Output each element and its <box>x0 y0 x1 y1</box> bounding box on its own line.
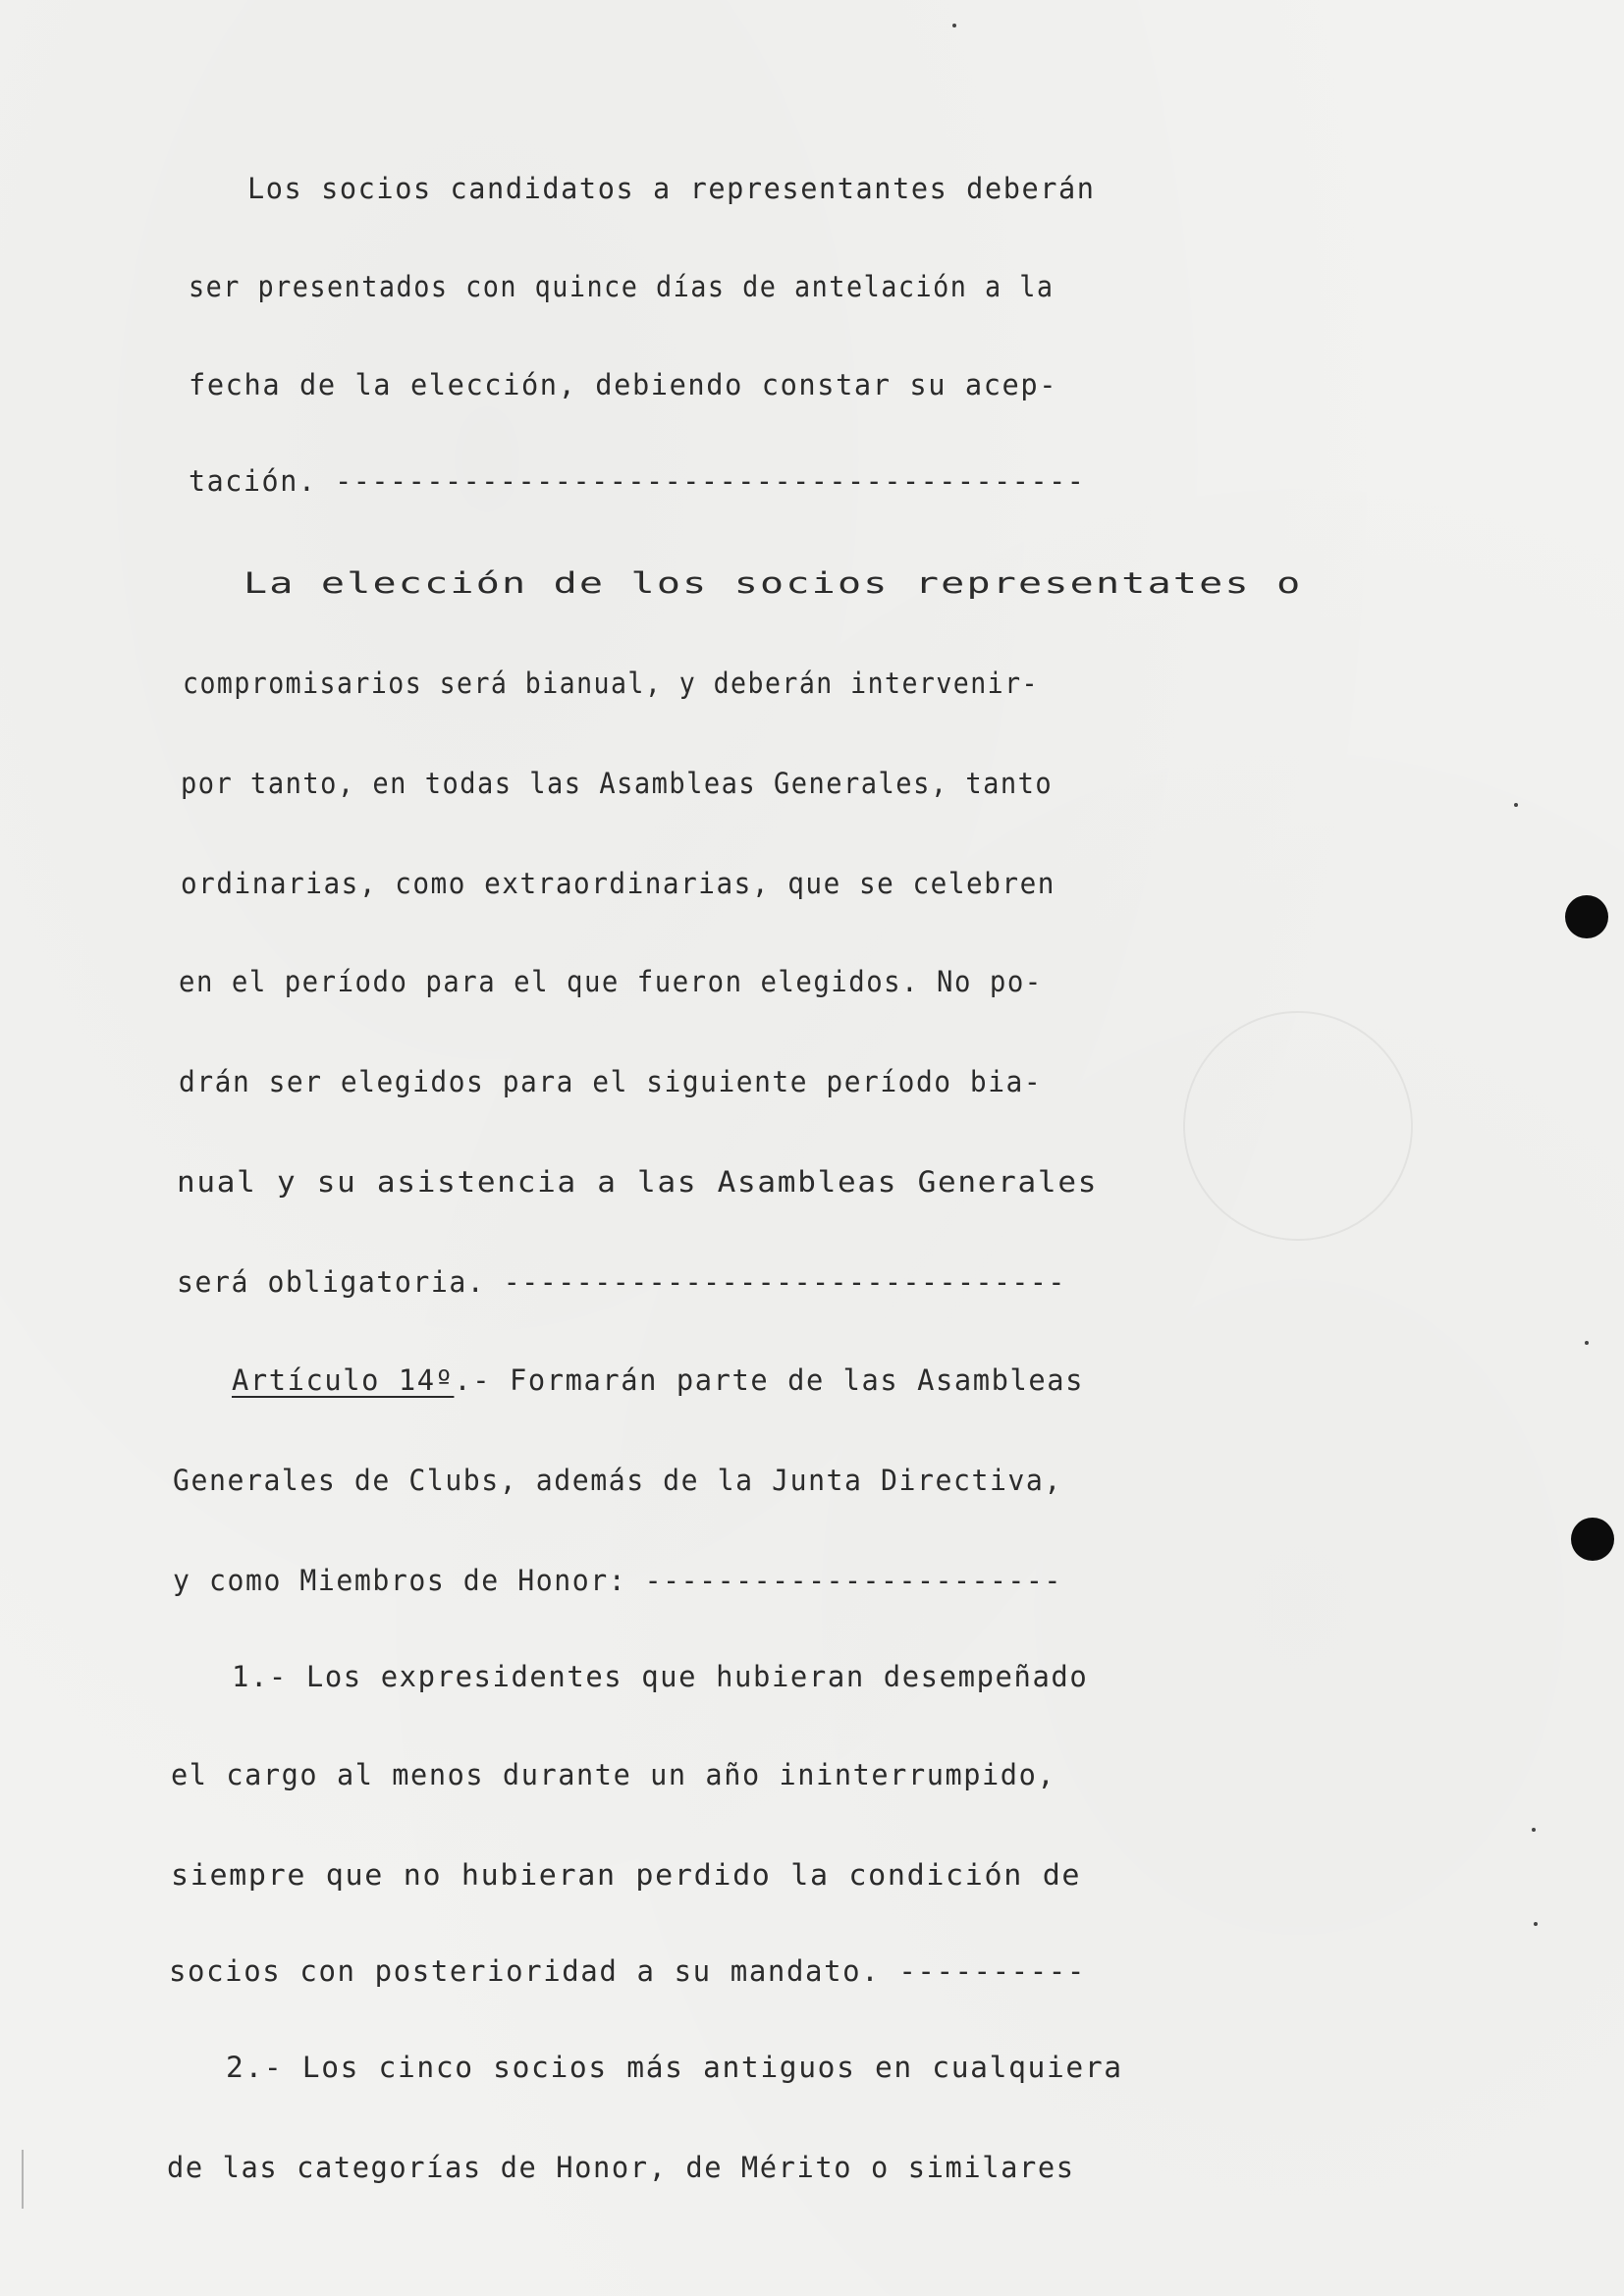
text-line: será obligatoria. ------------------------------- <box>177 1265 1066 1299</box>
text-line: el cargo al menos durante un año ininterrumpido, <box>171 1758 1056 1791</box>
article-separator: .- <box>454 1363 511 1397</box>
text-line: Los socios candidatos a representantes deberán <box>247 172 1096 205</box>
text-line: ordinarias, como extraordinarias, que se celebren <box>181 867 1056 900</box>
text-line: y como Miembros de Honor: ----------------------- <box>173 1564 1062 1597</box>
text-line: en el período para el que fueron elegidos. No po- <box>179 965 1043 998</box>
text-line: de las categorías de Honor, de Mérito o similares <box>167 2151 1075 2184</box>
article-heading: Artículo 14º <box>232 1363 455 1397</box>
speck-mark <box>1585 1341 1589 1345</box>
speck-mark <box>1534 1922 1538 1926</box>
margin-mark <box>22 2150 24 2209</box>
text-line: ser presentados con quince días de antelación a la <box>189 270 1055 303</box>
text-line: drán ser elegidos para el siguiente período bia- <box>179 1065 1043 1098</box>
text-line: socios con posterioridad a su mandato. ---------- <box>169 1954 1086 1988</box>
text-line: por tanto, en todas las Asambleas Generales, tanto <box>181 767 1054 800</box>
text-line: 1.- Los expresidentes que hubieran desempeñado <box>232 1660 1089 1693</box>
faded-stamp-icon <box>1183 1011 1413 1241</box>
text-line: nual y su asistencia a las Asambleas Generales <box>177 1165 1099 1199</box>
text-line: compromisarios será bianual, y deberán intervenir- <box>183 667 1039 700</box>
article-line <box>232 1363 1084 1397</box>
speck-mark <box>1514 803 1518 807</box>
punch-hole-icon <box>1565 895 1608 938</box>
text-line: siempre que no hubieran perdido la condición de <box>171 1858 1082 1892</box>
text-line: La elección de los socios representates o <box>244 566 1303 600</box>
text-line: Generales de Clubs, además de la Junta Directiva, <box>173 1464 1062 1497</box>
speck-mark <box>1532 1828 1536 1832</box>
speck-mark <box>952 24 956 27</box>
punch-hole-icon <box>1571 1518 1614 1561</box>
text-line: 2.- Los cinco socios más antiguos en cualquiera <box>226 2051 1123 2084</box>
text-line: tación. ----------------------------------------- <box>189 464 1086 498</box>
text-line: fecha de la elección, debiendo constar su acep- <box>189 368 1058 401</box>
article-text: Formarán parte de las Asambleas <box>510 1363 1084 1397</box>
